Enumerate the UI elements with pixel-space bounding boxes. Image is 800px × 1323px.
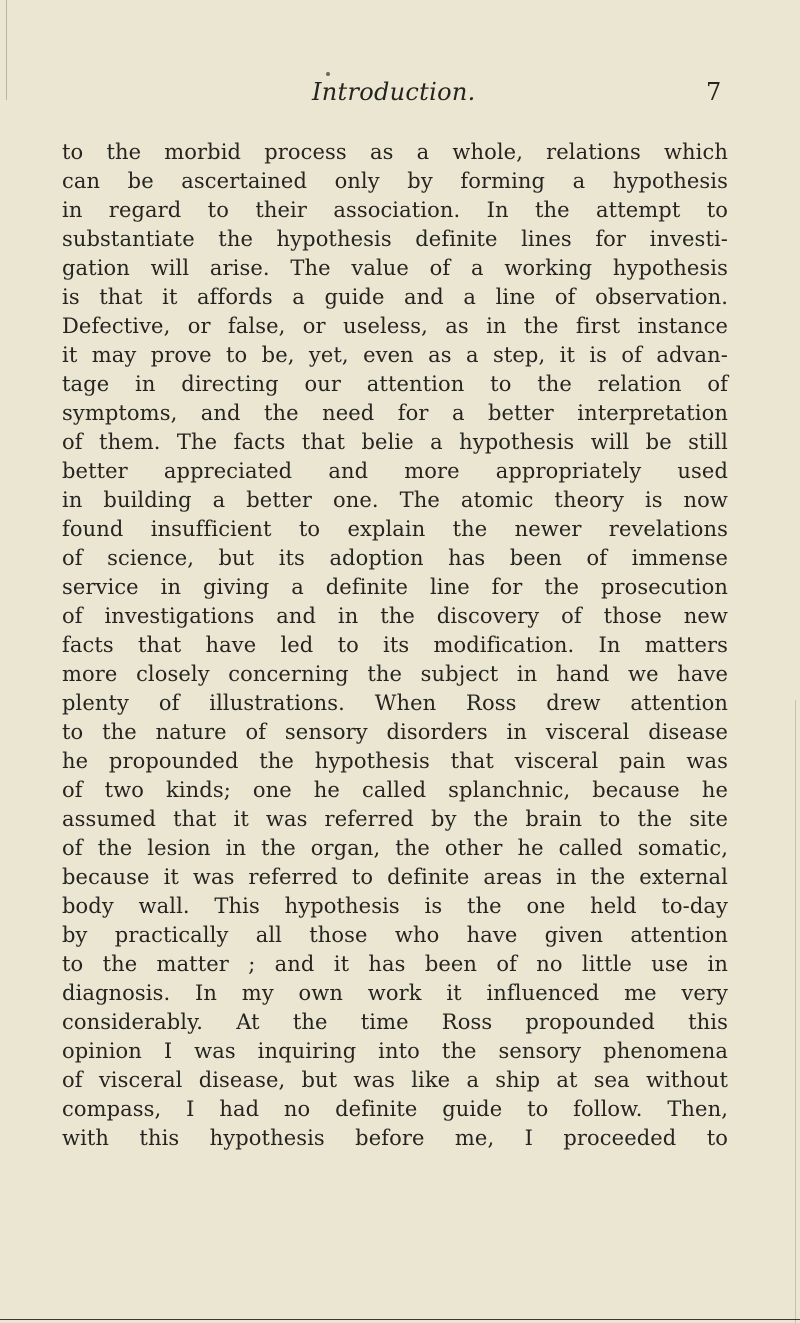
- text-line: of investigations and in the discovery of those new: [62, 604, 728, 628]
- ink-dot: [326, 72, 330, 76]
- running-head: Introduction.: [312, 78, 476, 106]
- text-line: of two kinds; one he called splanchnic, because he: [62, 778, 728, 802]
- text-line: it may prove to be, yet, even as a step, it is of advan-: [62, 343, 728, 367]
- text-line: tage in directing our attention to the relation of: [62, 372, 728, 396]
- text-line: found insufficient to explain the newer revelations: [62, 517, 728, 541]
- text-line: body wall. This hypothesis is the one held to-day: [62, 894, 728, 918]
- text-line: gation will arise. The value of a working hypothesis: [62, 256, 728, 280]
- text-line: to the matter ; and it has been of no little use in: [62, 952, 728, 976]
- text-line: service in giving a definite line for the prosecution: [62, 575, 728, 599]
- text-line: of visceral disease, but was like a ship at sea without: [62, 1068, 728, 1092]
- text-line: more closely concerning the subject in hand we have: [62, 662, 728, 686]
- text-line: in building a better one. The atomic theory is now: [62, 488, 728, 512]
- text-line: Defective, or false, or useless, as in the first instance: [62, 314, 728, 338]
- text-line: opinion I was inquiring into the sensory phenomena: [62, 1039, 728, 1063]
- text-line: symptoms, and the need for a better interpretation: [62, 401, 728, 425]
- text-line: considerably. At the time Ross propounded this: [62, 1010, 728, 1034]
- text-line: assumed that it was referred by the brain to the site: [62, 807, 728, 831]
- page-header: [0, 78, 800, 118]
- text-line: compass, I had no definite guide to follow. Then,: [62, 1097, 728, 1121]
- text-line: because it was referred to definite areas in the external: [62, 865, 728, 889]
- page-number: 7: [706, 78, 722, 106]
- text-line: to the morbid process as a whole, relations which: [62, 140, 728, 164]
- text-line: he propounded the hypothesis that visceral pain was: [62, 749, 728, 773]
- text-line: is that it affords a guide and a line of observation.: [62, 285, 728, 309]
- text-line: in regard to their association. In the attempt to: [62, 198, 728, 222]
- text-line: plenty of illustrations. When Ross drew attention: [62, 691, 728, 715]
- bottom-rule: [0, 1319, 800, 1320]
- text-line: can be ascertained only by forming a hypothesis: [62, 169, 728, 193]
- text-line: by practically all those who have given attention: [62, 923, 728, 947]
- text-line: diagnosis. In my own work it influenced me very: [62, 981, 728, 1005]
- text-line: facts that have led to its modification. In matters: [62, 633, 728, 657]
- text-line: of them. The facts that belie a hypothesis will be still: [62, 430, 728, 454]
- text-line: to the nature of sensory disorders in visceral disease: [62, 720, 728, 744]
- body-paragraph: [62, 138, 728, 1153]
- text-line: better appreciated and more appropriately used: [62, 459, 728, 483]
- text-line: of science, but its adoption has been of immense: [62, 546, 728, 570]
- page-edge-right: [795, 700, 800, 1323]
- text-line: substantiate the hypothesis definite lines for investi-: [62, 227, 728, 251]
- text-line: of the lesion in the organ, the other he called somatic,: [62, 836, 728, 860]
- text-line: with this hypothesis before me, I proceeded to: [62, 1126, 728, 1150]
